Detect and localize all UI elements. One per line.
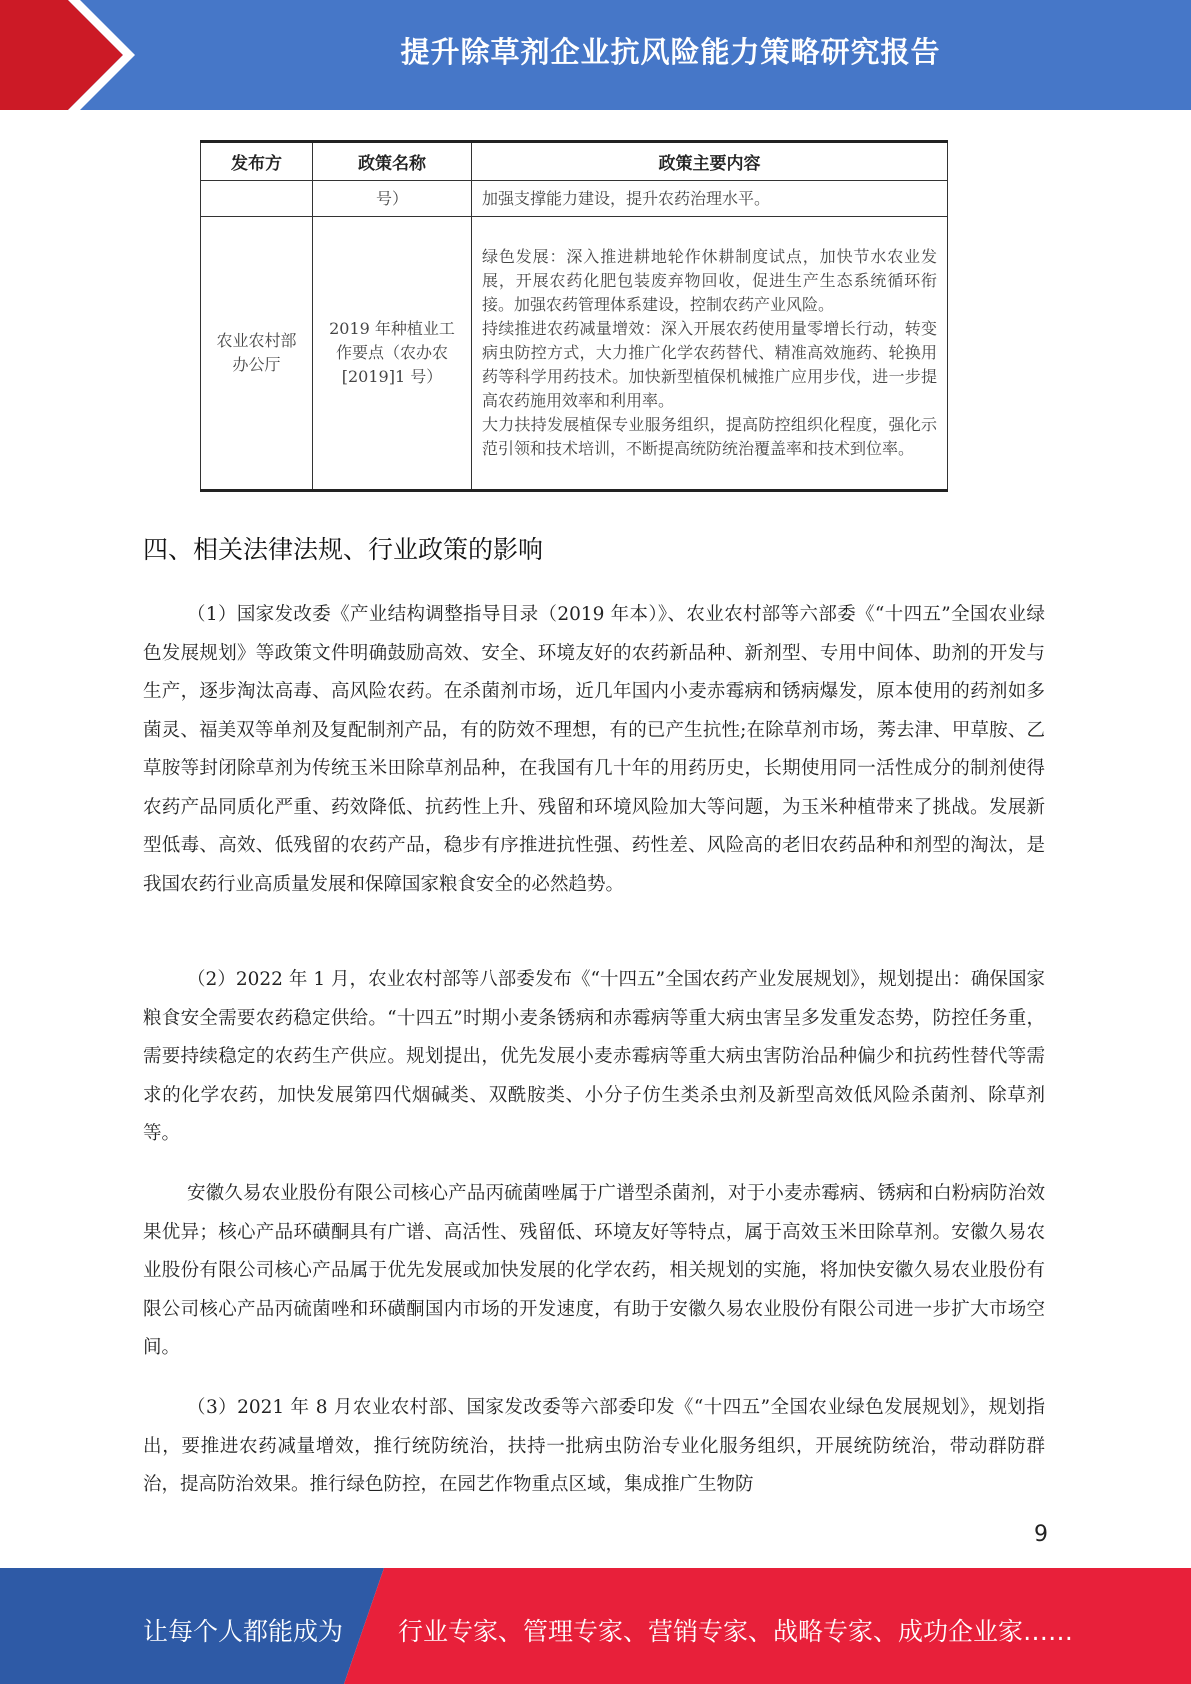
cell-issuer	[201, 181, 313, 217]
cell-content	[472, 217, 948, 491]
column-header-issuer: 发布方	[201, 142, 313, 181]
body-paragraph: （2）2022 年 1 月，农业农村部等八部委发布《“十四五”全国农药产业发展规划》，规划提出：确保国家粮食安全需要农药稳定供给。“十四五”时期小麦条锈病和赤霉病等重大病虫害呈多发重发态势，防控任务重，需要持续稳定的农药生产供应。规划提出，优先发展小麦赤霉病等重大病虫害防治品种偏少和抗药性替代等需求的化学农药，加快发展第四代烟碱类、双酰胺类、小分子仿生类杀虫剂及新型高效低风险杀菌剂、除草剂等。	[143, 969, 1045, 1144]
page-footer	[0, 1568, 1191, 1684]
cell-policy-name: 2019 年种植业工作要点（农办农[2019]1 号）	[313, 217, 472, 491]
header-arrow-decoration	[0, 0, 160, 110]
cell-content: 加强支撑能力建设，提升农药治理水平。	[472, 181, 948, 217]
body-paragraph: （1）国家发改委《产业结构调整指导目录（2019 年本）》、农业农村部等六部委《“十四五”全国农业绿色发展规划》等政策文件明确鼓励高效、安全、环境友好的农药新品种、新剂型、专用中间体、助剂的开发与生产，逐步淘汰高毒、高风险农药。在杀菌剂市场，近几年国内小麦赤霉病和锈病爆发，原本使用的药剂如多菌灵、福美双等单剂及复配制剂产品，有的防效不理想，有的已产生抗性;在除草剂市场，莠去津、甲草胺、乙草胺等封闭除草剂为传统玉米田除草剂品种，在我国有几十年的用药历史，长期使用同一活性成分的制剂使得农药产品同质化严重、药效降低、抗药性上升、残留和环境风险加大等问题，为玉米种植带来了挑战。发展新型低毒、高效、低残留的农药产品，稳步有序推进抗性强、药性差、风险高的老旧农药品种和剂型的淘汰，是我国农药行业高质量发展和保障国家粮食安全的必然趋势。	[143, 604, 1045, 895]
report-title: 提升除草剂企业抗风险能力策略研究报告	[400, 35, 941, 69]
section-heading: 四、相关法律法规、行业政策的影响	[143, 535, 544, 564]
footer-slogan-right: 行业专家、管理专家、营销专家、战略专家、成功企业家……	[398, 1617, 1074, 1646]
cell-issuer: 农业农村部办公厅	[201, 217, 313, 491]
content-paragraph: 绿色发展：深入推进耕地轮作休耕制度试点，加快节水农业发展，开展农药化肥包装废弃物回收，促进生产生态系统循环衔接。加强农药管理体系建设，控制农药产业风险。	[482, 247, 937, 314]
table-row	[201, 217, 948, 491]
page-number: 9	[1034, 1522, 1048, 1547]
body-paragraph: 安徽久易农业股份有限公司核心产品丙硫菌唑属于广谱型杀菌剂，对于小麦赤霉病、锈病和白粉病防治效果优异；核心产品环磺酮具有广谱、高活性、残留低、环境友好等特点，属于高效玉米田除草剂。安徽久易农业股份有限公司核心产品属于优先发展或加快发展的化学农药，相关规划的实施，将加快安徽久易农业股份有限公司核心产品丙硫菌唑和环磺酮国内市场的开发速度，有助于安徽久易农业股份有限公司进一步扩大市场空间。	[143, 1183, 1045, 1358]
column-header-policy-name: 政策名称	[313, 142, 472, 181]
cell-policy-name: 号）	[313, 181, 472, 217]
table-row	[201, 181, 948, 217]
policy-table	[200, 140, 948, 492]
table-header-row	[201, 142, 948, 181]
content-paragraph: 大力扶持发展植保专业服务组织，提高防控组织化程度，强化示范引领和技术培训，不断提高统防统治覆盖率和技术到位率。	[482, 415, 937, 458]
column-header-content: 政策主要内容	[472, 142, 948, 181]
footer-slogan-left: 让每个人都能成为	[143, 1617, 344, 1646]
page-header	[0, 0, 1191, 110]
body-paragraph: （3）2021 年 8 月农业农村部、国家发改委等六部委印发《“十四五”全国农业绿色发展规划》，规划指出，要推进农药减量增效，推行统防统治，扶持一批病虫防治专业化服务组织，开展统防统治，带动群防群治，提高防治效果。推行绿色防控，在园艺作物重点区域，集成推广生物防	[143, 1397, 1045, 1495]
content-paragraph: 持续推进农药减量增效：深入开展农药使用量零增长行动，转变病虫防控方式，大力推广化学农药替代、精准高效施药、轮换用药等科学用药技术。加快新型植保机械推广应用步伐，进一步提高农药施用效率和利用率。	[482, 319, 937, 410]
